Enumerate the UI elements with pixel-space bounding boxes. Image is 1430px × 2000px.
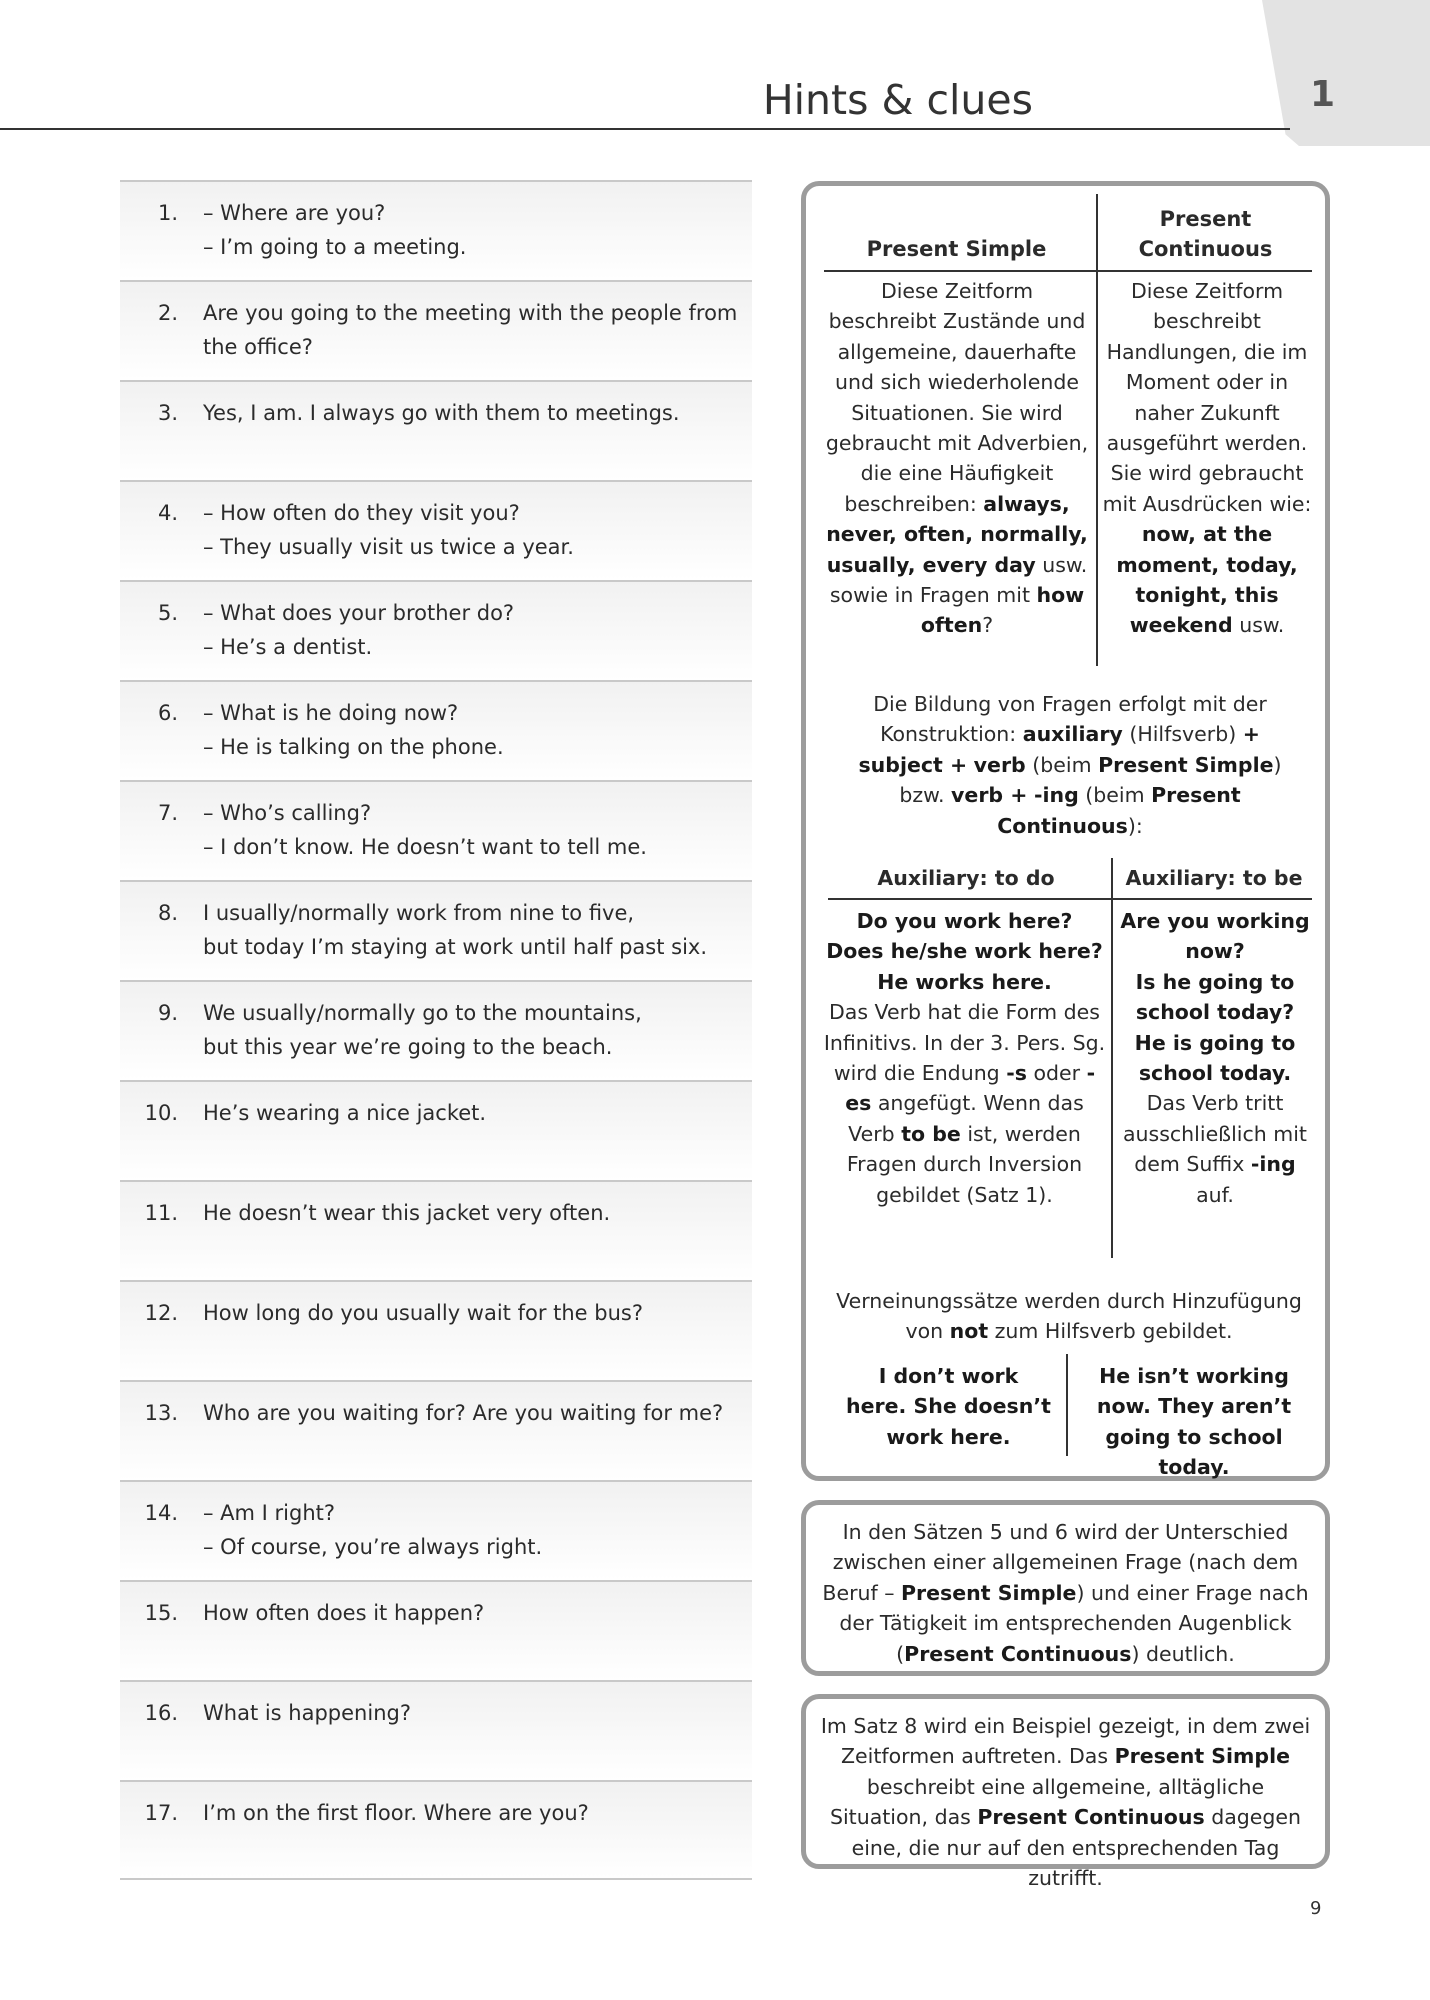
page-title: Hints & clues xyxy=(762,76,1033,124)
list-item xyxy=(120,280,752,380)
exercise-number: 14. xyxy=(144,1501,178,1525)
list-item xyxy=(120,580,752,680)
exercise-line: I’m on the first floor. Where are you? xyxy=(203,1801,589,1825)
exercise-line: – How often do they visit you? xyxy=(203,501,520,525)
note-box-sentences-5-6 xyxy=(801,1500,1330,1676)
exercise-line: He doesn’t wear this jacket very often. xyxy=(203,1201,611,1225)
exercise-number: 5. xyxy=(157,601,178,625)
header-underline xyxy=(824,270,1312,272)
exercise-number: 10. xyxy=(144,1101,178,1125)
auxiliary-do-header: Auxiliary: to do xyxy=(877,866,1055,890)
exercise-number: 16. xyxy=(144,1701,178,1725)
exercise-line: I usually/normally work from nine to five, xyxy=(203,901,635,925)
column-divider xyxy=(1096,194,1098,666)
list-item xyxy=(120,380,752,480)
exercise-text xyxy=(203,196,743,264)
exercise-text xyxy=(203,1296,743,1330)
note-text: Im Satz 8 wird ein Beispiel gezeigt, in dem zwei Zeitformen auftreten. Das Present Simple beschreibt eine allgemeine, alltägliche Situation, das Present Continuous dagegen eine, die nur auf den entsprechenden Tag zutrifft. xyxy=(820,1714,1311,1891)
header-rule xyxy=(0,128,1290,130)
note-text: In den Sätzen 5 und 6 wird der Unterschied zwischen einer allgemeinen Frage (nach dem Beruf – Present Simple) und einer Frage nach der Tätigkeit im entsprechenden Augenblick (Present Continuous) deutlich. xyxy=(822,1520,1309,1666)
negation-rule: Verneinungssätze werden durch Hinzufügung von not zum Hilfsverb gebildet. xyxy=(836,1289,1302,1344)
exercise-line: – Who’s calling? xyxy=(203,801,372,825)
list-item xyxy=(120,480,752,580)
exercise-line: – He’s a dentist. xyxy=(203,635,373,659)
list-item xyxy=(120,1180,752,1280)
exercise-text xyxy=(203,796,743,864)
exercise-line: Are you going to the meeting with the people from xyxy=(203,301,738,325)
exercise-line: the office? xyxy=(203,335,313,359)
exercise-line: What is happening? xyxy=(203,1701,411,1725)
auxiliary-be-header: Auxiliary: to be xyxy=(1125,866,1303,890)
exercise-number: 7. xyxy=(157,801,178,825)
list-item xyxy=(120,1080,752,1180)
exercise-number: 2. xyxy=(157,301,178,325)
exercise-text xyxy=(203,896,743,964)
exercise-number: 4. xyxy=(157,501,178,525)
exercise-number: 9. xyxy=(157,1001,178,1025)
exercise-line: How long do you usually wait for the bus? xyxy=(203,1301,644,1325)
exercise-text xyxy=(203,1096,743,1130)
list-item xyxy=(120,1580,752,1680)
list-item xyxy=(120,680,752,780)
list-item xyxy=(120,880,752,980)
list-item xyxy=(120,180,752,280)
auxiliary-do-column: Do you work here? Does he/she work here? He works here. Das Verb hat die Form des Infinitivs. In der 3. Pers. Sg. wird die Endung -s oder -es angefügt. Wenn das Verb to be ist, werden Fragen durch Inversion gebildet (Satz 1). xyxy=(823,909,1106,1207)
present-simple-description: Diese Zeitform beschreibt Zustände und allgemeine, dauerhafte und sich wiederholende Situationen. Sie wird gebraucht mit Adverbien, die eine Häufigkeit beschreiben: always, never, often, normally, usually, every day usw. sowie in Fragen mit how often? xyxy=(825,279,1089,638)
exercise-line: – Am I right? xyxy=(203,1501,336,1525)
exercise-number: 1. xyxy=(157,201,178,225)
list-item xyxy=(120,1780,752,1880)
negation-do-example: I don’t work here. She doesn’t work here. xyxy=(846,1364,1051,1449)
note-box-sentence-8 xyxy=(801,1694,1330,1891)
grammar-box xyxy=(801,181,1330,1481)
exercise-line: but this year we’re going to the beach. xyxy=(203,1035,613,1059)
exercise-text xyxy=(203,1196,743,1230)
exercise-text xyxy=(203,596,743,664)
list-item xyxy=(120,1680,752,1780)
exercise-text xyxy=(203,1596,743,1630)
exercise-number: 8. xyxy=(157,901,178,925)
auxiliary-be-column: Are you working now? Is he going to school today? He is going to school today. Das Verb tritt ausschließlich mit dem Suffix -ing auf. xyxy=(1120,909,1310,1207)
list-item xyxy=(120,1480,752,1580)
list-item xyxy=(120,1380,752,1480)
auxiliary-divider xyxy=(1111,858,1113,1258)
negation-divider xyxy=(1066,1354,1068,1456)
exercise-text xyxy=(203,996,743,1064)
list-item xyxy=(120,1280,752,1380)
exercise-number: 3. xyxy=(157,401,178,425)
chapter-number: 1 xyxy=(1310,74,1336,115)
exercise-text xyxy=(203,1796,743,1830)
auxiliary-underline xyxy=(828,898,1312,900)
exercise-text xyxy=(203,1696,743,1730)
exercise-line: – What does your brother do? xyxy=(203,601,515,625)
exercise-text xyxy=(203,696,743,764)
exercise-line: – He is talking on the phone. xyxy=(203,735,504,759)
exercise-number: 6. xyxy=(157,701,178,725)
exercise-text xyxy=(203,1496,743,1564)
exercise-text xyxy=(203,496,743,564)
present-continuous-header: Present Continuous xyxy=(1138,207,1273,261)
list-item xyxy=(120,980,752,1080)
exercise-line: – Of course, you’re always right. xyxy=(203,1535,543,1559)
exercise-line: – Where are you? xyxy=(203,201,386,225)
exercise-line: Yes, I am. I always go with them to meetings. xyxy=(203,401,680,425)
present-simple-header: Present Simple xyxy=(866,237,1047,261)
exercise-line: – What is he doing now? xyxy=(203,701,459,725)
list-item xyxy=(120,780,752,880)
chapter-tab xyxy=(1262,0,1430,146)
exercise-line: – I’m going to a meeting. xyxy=(203,235,467,259)
exercise-line: Who are you waiting for? Are you waiting for me? xyxy=(203,1401,724,1425)
exercise-text xyxy=(203,396,743,430)
page-number: 9 xyxy=(1310,1898,1322,1919)
negation-be-example: He isn’t working now. They aren’t going to school today. xyxy=(1096,1364,1292,1480)
exercise-line: We usually/normally go to the mountains, xyxy=(203,1001,642,1025)
exercise-text xyxy=(203,1396,743,1430)
question-formation-rule: Die Bildung von Fragen erfolgt mit der Konstruktion: auxiliary (Hilfsverb) + subject + verb (beim Present Simple) bzw. verb + -ing (beim Present Continuous): xyxy=(858,692,1282,838)
exercise-line: He’s wearing a nice jacket. xyxy=(203,1101,487,1125)
exercise-text xyxy=(203,296,743,364)
exercise-list xyxy=(120,180,752,1880)
exercise-line: – I don’t know. He doesn’t want to tell me. xyxy=(203,835,647,859)
exercise-number: 17. xyxy=(144,1801,178,1825)
exercise-line: How often does it happen? xyxy=(203,1601,485,1625)
exercise-number: 15. xyxy=(144,1601,178,1625)
exercise-number: 13. xyxy=(144,1401,178,1425)
exercise-number: 11. xyxy=(144,1201,178,1225)
exercise-number: 12. xyxy=(144,1301,178,1325)
present-continuous-description: Diese Zeitform beschreibt Handlungen, die im Moment oder in naher Zukunft ausgeführt werden. Sie wird gebraucht mit Ausdrücken wie: now, at the moment, today, tonight, this weekend usw. xyxy=(1102,279,1312,638)
exercise-line: – They usually visit us twice a year. xyxy=(203,535,574,559)
exercise-line: but today I’m staying at work until half past six. xyxy=(203,935,708,959)
